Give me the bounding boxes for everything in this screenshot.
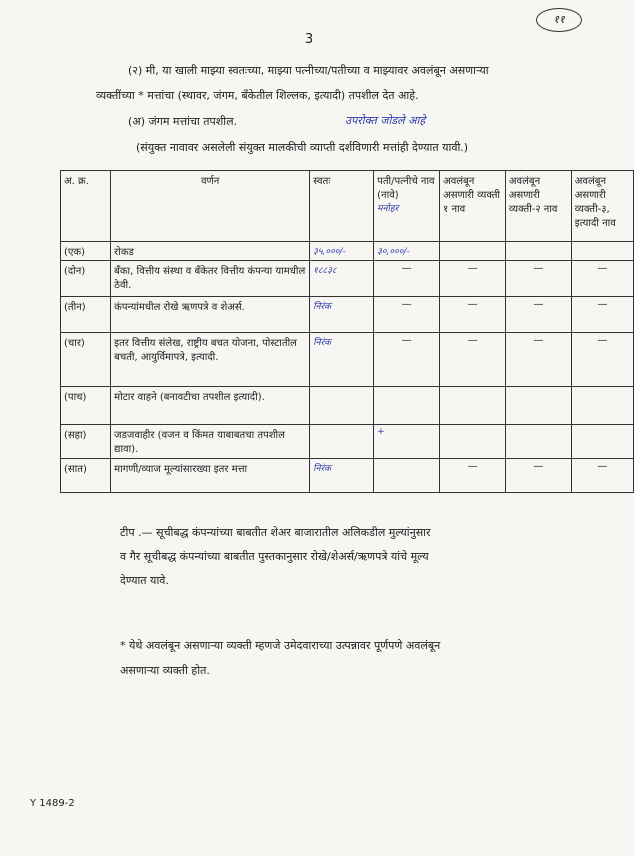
row-number: (सात) [61, 459, 111, 493]
row-description: बँका, वित्तीय संस्था व बँकेतर वित्तीय कंपन्या यामधील ठेवी. [111, 261, 310, 297]
section-heading: (अ) जंगम मत्तांचा तपशील. [128, 115, 238, 128]
spouse-value: ३०,०००/- [374, 242, 440, 261]
intro-line-2: व्यक्तींच्या * मत्तांचा (स्थावर, जंगम, बँकेतील शिल्लक, इत्यादी) तपशील देत आहे. [96, 89, 419, 102]
dependent-3-value [571, 242, 633, 261]
dependent-2-value [505, 425, 571, 459]
spouse-value: — [374, 333, 440, 387]
dependent-2-value: — [505, 459, 571, 493]
row-number: (एक) [61, 242, 111, 261]
table-row [61, 242, 634, 261]
row-description: रोकड [111, 242, 310, 261]
intro-line-4: (संयुक्त नावावर असलेली संयुक्त मालकीची व्याप्ती दर्शविणारी मत्तांही देण्यात यावी.) [136, 141, 469, 154]
row-description: कंपन्यांमधील रोखे ऋणपत्रे व शेअर्स. [111, 297, 310, 333]
row-number: (सहा) [61, 425, 111, 459]
dependent-3-value: — [571, 333, 633, 387]
row-description: इतर वित्तीय संलेख, राष्ट्रीय बचत योजना, पोस्टातील बचती, आयुर्विमापत्रे, इत्यादी. [111, 333, 310, 387]
footnote-line-1: * येथे अवलंबून असणाऱ्या व्यक्ती म्हणजे उमेदवाराच्या उत्पन्नावर पूर्णपणे अवलंबून [120, 639, 441, 652]
dependent-2-value: — [505, 261, 571, 297]
header-spouse-handwritten: मनोहर [377, 204, 399, 214]
movable-assets-table [60, 170, 634, 493]
self-value: निरंक [310, 333, 374, 387]
table-row [61, 387, 634, 425]
dependent-1-value: — [440, 333, 506, 387]
row-number: (तीन) [61, 297, 111, 333]
dependent-3-value: — [571, 297, 633, 333]
handwritten-note: उपरोक्त जोडले आहे [345, 114, 426, 127]
dependent-2-value [505, 242, 571, 261]
handwritten-page-stamp: ११ [536, 8, 582, 32]
row-number: (दोन) [61, 261, 111, 297]
table-row [61, 261, 634, 297]
header-dependent-2: अवलंबून असणारी व्यक्ती-२ नाव [505, 171, 571, 242]
dependent-3-value [571, 425, 633, 459]
dependent-3-value: — [571, 261, 633, 297]
self-value: निरंक [310, 459, 374, 493]
dependent-1-value [440, 387, 506, 425]
dependent-1-value: — [440, 459, 506, 493]
row-description: मोटार वाहने (बनावटीचा तपशील इत्यादी). [111, 387, 310, 425]
header-self: स्वतः [310, 171, 374, 242]
row-description: जडजवाहीर (वजन व किंमत याबाबतचा तपशील द्यावा). [111, 425, 310, 459]
self-value [310, 425, 374, 459]
self-value: ३५,०००/- [310, 242, 374, 261]
row-number: (पाच) [61, 387, 111, 425]
header-description: वर्णन [111, 171, 310, 242]
intro-line-1: (२) मी, या खाली माझ्या स्वतःच्या, माझ्या पत्नीच्या/पतीच्या व माझ्यावर अवलंबून असणाऱ्या [128, 64, 489, 77]
note-line-1: टीप .— सूचीबद्ध कंपन्यांच्या बाबतीत शेअर बाजारातील अलिकडील मुल्यांनुसार [120, 526, 431, 539]
table-row [61, 425, 634, 459]
self-value: निरंक [310, 297, 374, 333]
header-spouse [374, 171, 440, 242]
spouse-value: — [374, 261, 440, 297]
dependent-3-value [571, 387, 633, 425]
dependent-1-value: — [440, 261, 506, 297]
spouse-value [374, 459, 440, 493]
dependent-3-value: — [571, 459, 633, 493]
self-value: १८८३८ [310, 261, 374, 297]
self-value [310, 387, 374, 425]
table-header-row [61, 171, 634, 242]
note-line-3: देण्यात यावे. [120, 574, 169, 587]
header-serial: अ. क्र. [61, 171, 111, 242]
spouse-value [374, 387, 440, 425]
header-spouse-label: पती/पत्नीचे नाव (नावे) [377, 176, 435, 201]
table-row [61, 297, 634, 333]
dependent-1-value [440, 425, 506, 459]
header-dependent-1: अवलंबून असणारी व्यक्ती १ नाव [440, 171, 506, 242]
footnote-line-2: असणाऱ्या व्यक्ती होत. [120, 664, 210, 677]
note-line-2: व गैर सूचीबद्ध कंपन्यांच्या बाबतीत पुस्तकानुसार रोखे/शेअर्स/ऋणपत्रे यांचे मूल्य [120, 550, 429, 563]
spouse-value: — [374, 297, 440, 333]
dependent-2-value: — [505, 333, 571, 387]
dependent-2-value: — [505, 297, 571, 333]
header-dependent-3: अवलंबून असणारी व्यक्ती-३, इत्यादी नाव [571, 171, 633, 242]
spouse-value: + [374, 425, 440, 459]
table-row [61, 333, 634, 387]
footer-code: Y 1489-2 [30, 798, 75, 809]
row-description: मागणी/व्याज मूल्यांसारख्या इतर मत्ता [111, 459, 310, 493]
dependent-2-value [505, 387, 571, 425]
row-number: (चार) [61, 333, 111, 387]
page-number: 3 [305, 32, 314, 47]
dependent-1-value [440, 242, 506, 261]
dependent-1-value: — [440, 297, 506, 333]
table-row [61, 459, 634, 493]
